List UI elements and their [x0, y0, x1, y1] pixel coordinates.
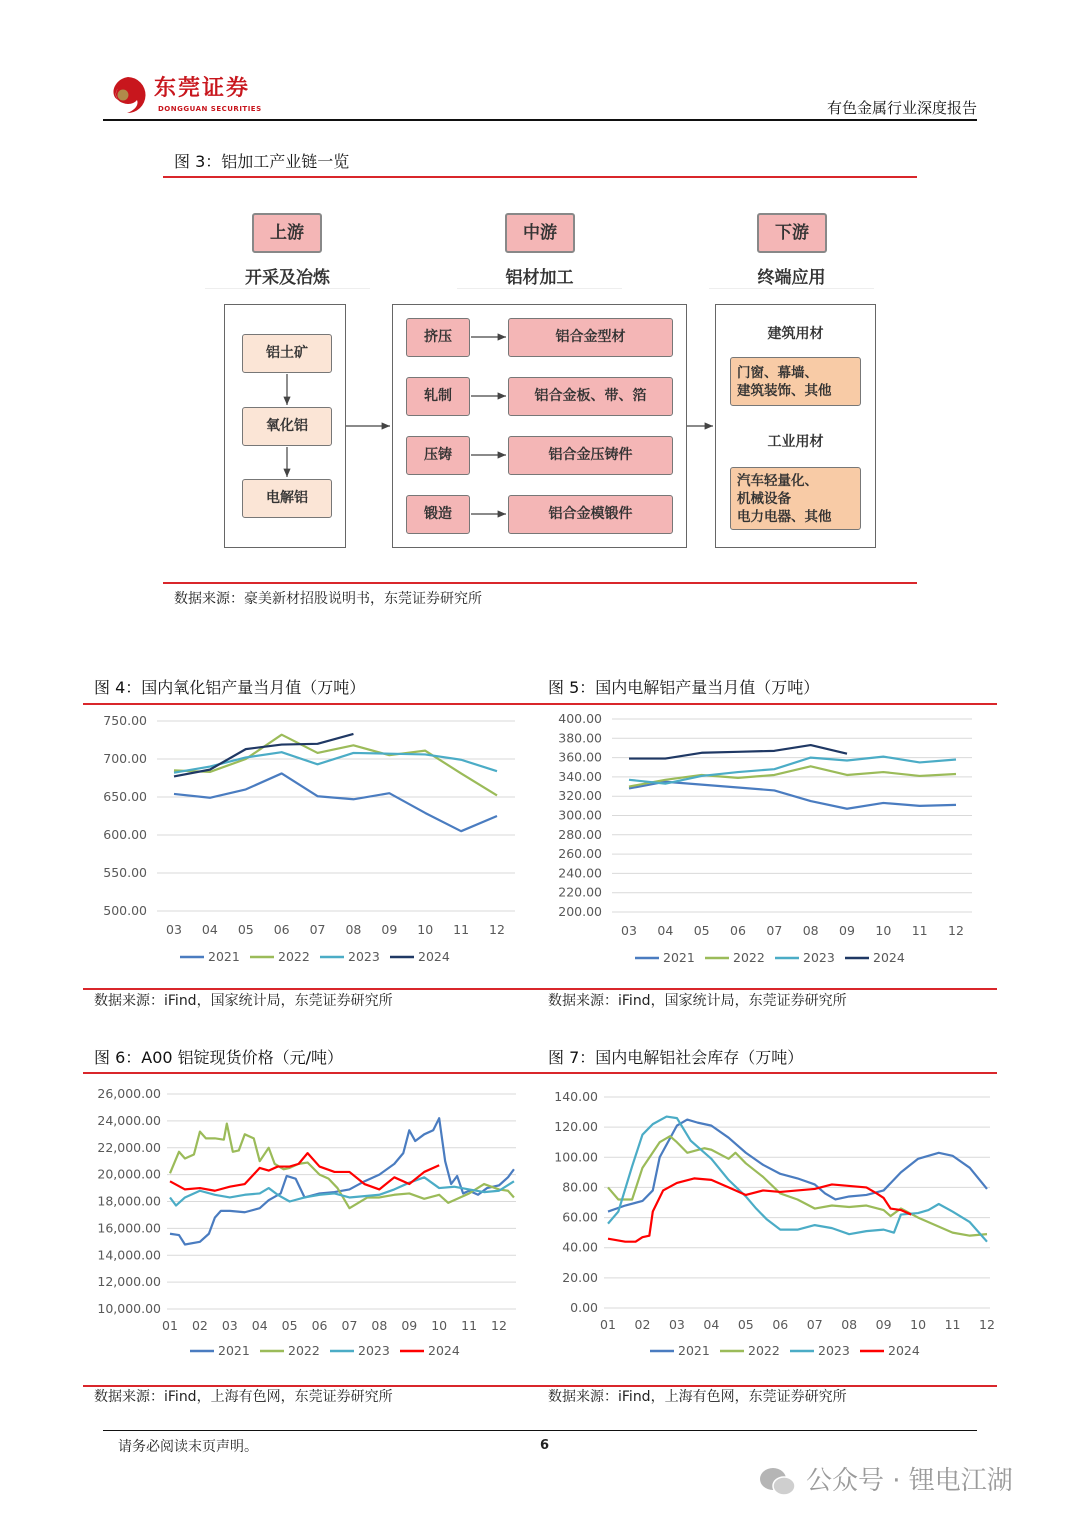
x-tick-label: 09	[839, 923, 855, 938]
chart-fig6	[97, 1086, 516, 1358]
x-tick-label: 04	[657, 923, 674, 938]
y-tick-label: 550.00	[103, 865, 147, 880]
y-tick-label: 700.00	[103, 751, 147, 766]
y-tick-label: 500.00	[103, 903, 147, 918]
x-tick-label: 03	[668, 1317, 685, 1332]
y-tick-label: 360.00	[558, 749, 602, 765]
x-tick-label: 01	[162, 1318, 178, 1333]
process-die-casting: 压铸	[406, 436, 470, 475]
y-tick-label: 26,000.00	[97, 1086, 161, 1101]
series-line-2021	[174, 773, 497, 831]
watermark	[758, 1466, 1013, 1498]
legend-label-2022: 2022	[748, 1343, 780, 1358]
y-tick-label: 200.00	[558, 904, 602, 919]
figure5-title: 图 5：国内电解铝产量当月值（万吨）	[548, 678, 820, 697]
y-tick-label: 18,000.00	[97, 1193, 161, 1209]
legend-label-2023: 2023	[358, 1343, 390, 1358]
x-tick-label: 11	[461, 1318, 478, 1333]
x-tick-label: 12	[948, 923, 964, 938]
legend-label-2024: 2024	[428, 1343, 460, 1358]
x-tick-label: 04	[201, 922, 218, 937]
logo-english: DONGGUAN SECURITIES	[158, 105, 262, 113]
use-item: 汽车轻量化、	[737, 472, 818, 489]
figure5-source: 数据来源：iFind，国家统计局，东莞证券研究所	[548, 993, 847, 1009]
y-tick-label: 100.00	[554, 1149, 598, 1165]
process-forging: 锻造	[406, 495, 470, 534]
figure6-title: 图 6：A00 铝锭现货价格（元/吨）	[94, 1048, 344, 1067]
use-item: 门窗、幕墙、	[737, 364, 818, 381]
x-tick-label: 11	[944, 1317, 961, 1332]
legend-label-2023: 2023	[803, 950, 835, 965]
x-tick-label: 12	[979, 1317, 995, 1332]
watermark-text: 公众号 · 锂电江湖	[806, 1466, 1013, 1497]
y-tick-label: 400.00	[558, 711, 602, 726]
series-line-2021	[608, 1120, 987, 1212]
y-tick-label: 10,000.00	[97, 1301, 161, 1316]
legend-label-2021: 2021	[208, 949, 240, 964]
legend-label-2022: 2022	[288, 1343, 320, 1358]
x-tick-label: 09	[875, 1317, 892, 1332]
process-extrusion: 挤压	[406, 318, 470, 357]
x-tick-label: 10	[431, 1318, 448, 1333]
x-tick-label: 09	[401, 1318, 418, 1333]
y-tick-label: 140.00	[554, 1089, 598, 1104]
node-electrolytic-aluminum: 电解铝	[242, 479, 332, 518]
x-tick-label: 05	[737, 1317, 754, 1332]
legend-label-2024: 2024	[873, 950, 905, 965]
y-tick-label: 750.00	[103, 713, 147, 728]
series-line-2021	[170, 1118, 514, 1244]
wechat-icon	[758, 1466, 798, 1498]
x-tick-label: 10	[417, 922, 434, 937]
y-tick-label: 24,000.00	[97, 1112, 161, 1128]
y-tick-label: 600.00	[103, 827, 147, 842]
legend-label-2024: 2024	[888, 1343, 920, 1358]
x-tick-label: 09	[381, 922, 398, 937]
figure6-source: 数据来源：iFind，上海有色网，东莞证券研究所	[94, 1389, 393, 1405]
figure3-source: 数据来源：豪美新材招股说明书，东莞证券研究所	[174, 591, 482, 607]
y-tick-label: 20,000.00	[97, 1166, 161, 1182]
chart-fig5	[558, 711, 972, 965]
figure3-title: 图 3：铝加工产业链一览	[174, 152, 350, 171]
x-tick-label: 11	[911, 923, 928, 938]
x-tick-label: 06	[311, 1318, 328, 1333]
x-tick-label: 03	[166, 922, 182, 937]
x-tick-label: 07	[309, 922, 326, 937]
legend-label-2022: 2022	[278, 949, 310, 964]
x-tick-label: 08	[802, 923, 819, 938]
x-tick-label: 07	[806, 1317, 823, 1332]
y-tick-label: 280.00	[558, 826, 602, 842]
legend-label-2022: 2022	[733, 950, 765, 965]
y-tick-label: 12,000.00	[97, 1274, 161, 1290]
legend-label-2023: 2023	[818, 1343, 850, 1358]
product-profiles: 铝合金型材	[508, 318, 673, 357]
y-tick-label: 20.00	[562, 1269, 598, 1285]
x-tick-label: 02	[634, 1317, 651, 1332]
legend-label-2021: 2021	[678, 1343, 710, 1358]
page-number: 6	[540, 1438, 550, 1453]
y-tick-label: 220.00	[558, 884, 602, 900]
legend-label-2023: 2023	[348, 949, 380, 964]
y-tick-label: 16,000.00	[97, 1220, 161, 1236]
y-tick-label: 340.00	[558, 768, 602, 784]
chart-fig4	[103, 713, 515, 964]
product-forgings: 铝合金模锻件	[508, 495, 673, 534]
y-tick-label: 0.00	[570, 1300, 598, 1315]
y-tick-label: 120.00	[554, 1119, 598, 1135]
x-tick-label: 07	[341, 1318, 358, 1333]
report-type: 有色金属行业深度报告	[826, 99, 977, 117]
stage-name-upstream: 开采及冶炼	[205, 268, 370, 289]
y-tick-label: 650.00	[103, 789, 147, 804]
x-tick-label: 12	[491, 1318, 507, 1333]
use-item: 建筑装饰、其他	[737, 382, 832, 399]
series-line-2022	[608, 1136, 987, 1235]
x-tick-label: 04	[703, 1317, 720, 1332]
x-tick-label: 02	[191, 1318, 208, 1333]
x-tick-label: 08	[371, 1318, 388, 1333]
logo-name: 东莞证券	[154, 75, 251, 101]
process-rolling: 轧制	[406, 377, 470, 416]
y-tick-label: 22,000.00	[97, 1139, 161, 1155]
figure7-title: 图 7：国内电解铝社会库存（万吨）	[548, 1048, 804, 1067]
x-tick-label: 03	[221, 1318, 238, 1333]
category-construction: 建筑用材	[767, 326, 824, 342]
y-tick-label: 14,000.00	[97, 1247, 161, 1263]
x-tick-label: 01	[600, 1317, 616, 1332]
x-tick-label: 04	[251, 1318, 268, 1333]
x-tick-label: 05	[237, 922, 254, 937]
x-tick-label: 03	[621, 923, 637, 938]
product-sheet-strip-foil: 铝合金板、带、箔	[508, 377, 673, 416]
x-tick-label: 10	[910, 1317, 927, 1332]
y-tick-label: 380.00	[558, 730, 602, 746]
y-tick-label: 40.00	[562, 1239, 598, 1255]
stage-tag-midstream: 中游	[505, 213, 575, 253]
node-bauxite: 铝土矿	[242, 334, 332, 373]
use-item: 电力电器、其他	[737, 508, 832, 525]
x-tick-label: 07	[766, 923, 783, 938]
stage-name-downstream: 终端应用	[709, 268, 874, 289]
figure7-source: 数据来源：iFind，上海有色网，东莞证券研究所	[548, 1389, 847, 1405]
x-tick-label: 05	[693, 923, 710, 938]
x-tick-label: 10	[875, 923, 892, 938]
chart-fig7	[554, 1089, 995, 1358]
x-tick-label: 06	[772, 1317, 789, 1332]
y-tick-label: 260.00	[558, 846, 602, 862]
y-tick-label: 60.00	[562, 1209, 598, 1225]
figure4-source: 数据来源：iFind，国家统计局，东莞证券研究所	[94, 993, 393, 1009]
x-tick-label: 12	[489, 922, 505, 937]
x-tick-label: 08	[345, 922, 362, 937]
y-tick-label: 320.00	[558, 788, 602, 804]
stage-tag-upstream: 上游	[252, 213, 322, 253]
stage-tag-downstream: 下游	[757, 213, 827, 253]
stage-name-midstream: 铝材加工	[457, 268, 622, 289]
y-tick-label: 80.00	[562, 1179, 598, 1195]
y-tick-label: 240.00	[558, 865, 602, 881]
x-tick-label: 11	[453, 922, 470, 937]
figure4-title: 图 4：国内氧化铝产量当月值（万吨）	[94, 678, 366, 697]
x-tick-label: 06	[273, 922, 290, 937]
series-line-2024	[629, 745, 847, 759]
product-die-castings: 铝合金压铸件	[508, 436, 673, 475]
footer-divider	[103, 1430, 977, 1431]
series-line-2021	[629, 782, 956, 809]
node-alumina: 氧化铝	[242, 407, 332, 446]
legend-label-2021: 2021	[663, 950, 695, 965]
y-tick-label: 300.00	[558, 807, 602, 823]
legend-label-2024: 2024	[418, 949, 450, 964]
series-line-2022	[174, 735, 497, 796]
x-tick-label: 08	[841, 1317, 858, 1332]
legend-label-2021: 2021	[218, 1343, 250, 1358]
footer-disclaimer: 请务必阅读末页声明。	[118, 1439, 258, 1455]
use-item: 机械设备	[737, 490, 791, 507]
x-tick-label: 05	[281, 1318, 298, 1333]
x-tick-label: 06	[730, 923, 746, 938]
category-industrial: 工业用材	[767, 434, 824, 450]
